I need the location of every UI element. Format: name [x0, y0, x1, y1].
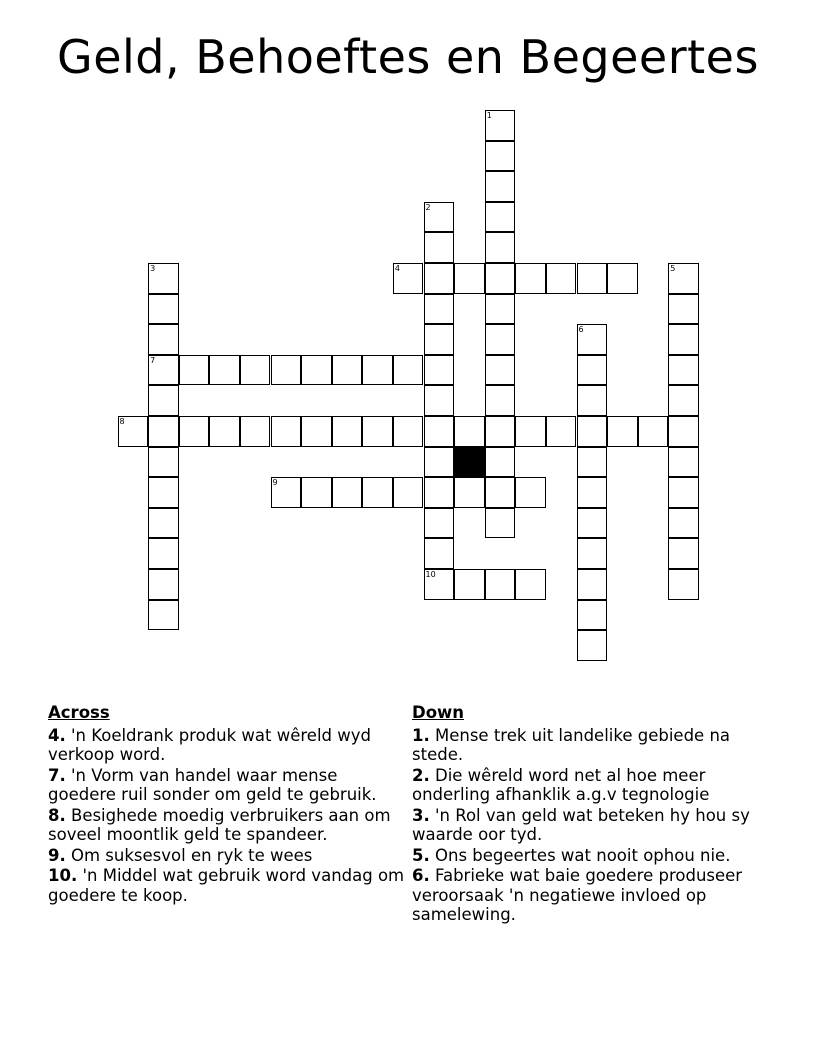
grid-cell[interactable] [638, 416, 669, 447]
grid-cell[interactable] [668, 385, 699, 416]
grid-cell[interactable] [668, 447, 699, 478]
grid-cell[interactable] [332, 355, 363, 386]
down-heading: Down [412, 703, 465, 722]
grid-cell[interactable] [577, 385, 608, 416]
cell-number: 4 [394, 264, 400, 273]
grid-cell[interactable] [332, 416, 363, 447]
grid-cell[interactable] [148, 324, 179, 355]
grid-cell[interactable] [668, 324, 699, 355]
grid-cell[interactable] [179, 416, 210, 447]
grid-cell[interactable] [668, 477, 699, 508]
clue-across-9: 9. Om suksesvol en ryk te wees [48, 845, 313, 865]
grid-cell[interactable] [577, 569, 608, 600]
across-heading: Across [48, 703, 110, 722]
grid-cell[interactable] [148, 538, 179, 569]
grid-cell[interactable] [393, 416, 424, 447]
grid-cell[interactable] [485, 294, 516, 325]
cell-number: 3 [150, 264, 156, 273]
grid-cell[interactable] [424, 416, 455, 447]
grid-cell[interactable] [424, 447, 455, 478]
grid-cell[interactable] [240, 416, 271, 447]
cell-number: 6 [578, 325, 584, 335]
grid-cell[interactable] [271, 355, 302, 386]
grid-cell[interactable] [424, 202, 455, 233]
cell-number: 9 [272, 478, 278, 488]
grid-cell[interactable] [577, 355, 608, 386]
grid-cell[interactable] [148, 355, 179, 386]
grid-cell[interactable] [271, 477, 302, 508]
down-clues [412, 703, 762, 926]
grid-cell[interactable] [668, 416, 699, 447]
grid-cell[interactable] [668, 355, 699, 386]
grid-cell[interactable] [454, 416, 485, 447]
cell-number: 8 [119, 417, 125, 426]
grid-cell[interactable] [577, 447, 608, 478]
grid-cell[interactable] [271, 416, 302, 447]
grid-cell[interactable] [577, 600, 608, 631]
grid-cell[interactable] [148, 385, 179, 416]
grid-cell[interactable] [607, 416, 638, 447]
grid-cell[interactable] [240, 355, 271, 386]
grid-cell[interactable] [546, 263, 577, 294]
grid-cell[interactable] [668, 538, 699, 569]
grid-cell[interactable] [454, 569, 485, 600]
clue-down-5: 5. Ons begeertes wat nooit ophou nie. [412, 845, 731, 865]
grid-cell[interactable] [148, 600, 179, 631]
grid-cell[interactable] [424, 538, 455, 569]
grid-cell[interactable] [424, 477, 455, 508]
grid-cell[interactable] [148, 294, 179, 325]
grid-cell[interactable] [179, 355, 210, 386]
grid-cell[interactable] [209, 355, 240, 386]
grid-cell[interactable] [577, 324, 608, 355]
grid-cell[interactable] [515, 569, 546, 600]
clue-across-10: 10. 'n Middel wat gebruik word vandag om goedere te koop. [48, 866, 405, 905]
grid-cell[interactable] [393, 355, 424, 386]
grid-cell[interactable] [148, 416, 179, 447]
clue-down-6: 6. Fabrieke wat baie goedere produseer veroorsaak 'n negatiewe invloed op samelewing. [412, 866, 743, 924]
grid-cell[interactable] [454, 263, 485, 294]
grid-cell[interactable] [454, 477, 485, 508]
grid-cell[interactable] [577, 477, 608, 508]
grid-cell[interactable] [546, 416, 577, 447]
grid-cell[interactable] [332, 477, 363, 508]
grid-cell[interactable] [607, 263, 638, 294]
grid-cell[interactable] [485, 263, 516, 294]
grid-cell[interactable] [424, 355, 455, 386]
grid-cell[interactable] [485, 447, 516, 478]
grid-cell[interactable] [485, 141, 516, 172]
grid-cell[interactable] [424, 508, 455, 539]
grid-cell[interactable] [148, 508, 179, 539]
grid-cell[interactable] [393, 477, 424, 508]
clue-across-8: 8. Besighede moedig verbruikers aan om soveel moontlik geld te spandeer. [48, 805, 391, 844]
grid-cell[interactable] [148, 263, 179, 294]
grid-cell[interactable] [485, 385, 516, 416]
grid-cell[interactable] [148, 477, 179, 508]
grid-cell[interactable] [485, 477, 516, 508]
grid-cell[interactable] [668, 263, 699, 294]
grid-cell[interactable] [668, 569, 699, 600]
grid-cell[interactable] [485, 416, 516, 447]
grid-cell[interactable] [577, 416, 608, 447]
grid-cell[interactable] [485, 202, 516, 233]
grid-cell[interactable] [393, 263, 424, 294]
clue-down-1: 1. Mense trek uit landelike gebiede na stede. [412, 725, 731, 764]
grid-cell[interactable] [485, 171, 516, 202]
grid-cell[interactable] [485, 355, 516, 386]
grid-cell[interactable] [118, 416, 149, 447]
grid-cell[interactable] [148, 569, 179, 600]
grid-cell[interactable] [424, 232, 455, 263]
grid-cell[interactable] [362, 355, 393, 386]
grid-cell[interactable] [424, 263, 455, 294]
grid-cell[interactable] [424, 569, 455, 600]
grid-cell[interactable] [424, 294, 455, 325]
cell-number: 1 [486, 111, 492, 120]
across-clues [48, 703, 408, 906]
grid-cell[interactable] [668, 294, 699, 325]
grid-cell[interactable] [485, 110, 516, 141]
grid-cell[interactable] [515, 477, 546, 508]
cell-number: 2 [425, 202, 431, 212]
grid-cell[interactable] [515, 416, 546, 447]
grid-cell[interactable] [668, 508, 699, 539]
cell-number: 5 [670, 264, 676, 273]
grid-cell[interactable] [148, 447, 179, 478]
clue-down-2: 2. Die wêreld word net al hoe meer onderling afhanklik a.g.v tegnologie [412, 765, 710, 804]
cell-number: 10 [425, 570, 436, 579]
grid-cell[interactable] [424, 385, 455, 416]
grid-cell[interactable] [301, 355, 332, 386]
grid-cell[interactable] [362, 477, 393, 508]
black-square [454, 447, 485, 478]
grid-cell[interactable] [485, 569, 516, 600]
grid-cell[interactable] [301, 477, 332, 508]
grid-cell[interactable] [209, 416, 240, 447]
grid-cell[interactable] [577, 263, 608, 294]
grid-cell[interactable] [485, 508, 516, 539]
cell-number: 7 [150, 355, 156, 365]
grid-cell[interactable] [515, 263, 546, 294]
grid-cell[interactable] [577, 538, 608, 569]
clue-down-3: 3. 'n Rol van geld wat beteken hy hou sy waarde oor tyd. [412, 805, 750, 844]
grid-cell[interactable] [485, 324, 516, 355]
puzzle-title: Geld, Behoeftes en Begeertes [57, 30, 759, 84]
clue-across-4: 4. 'n Koeldrank produk wat wêreld wyd verkoop word. [48, 725, 371, 764]
grid-cell[interactable] [577, 630, 608, 661]
grid-cell[interactable] [577, 508, 608, 539]
grid-cell[interactable] [424, 324, 455, 355]
clue-across-7: 7. 'n Vorm van handel waar mense goedere ruil sonder om geld te gebruik. [48, 765, 377, 804]
grid-cell[interactable] [301, 416, 332, 447]
grid-cell[interactable] [362, 416, 393, 447]
grid-cell[interactable] [485, 232, 516, 263]
